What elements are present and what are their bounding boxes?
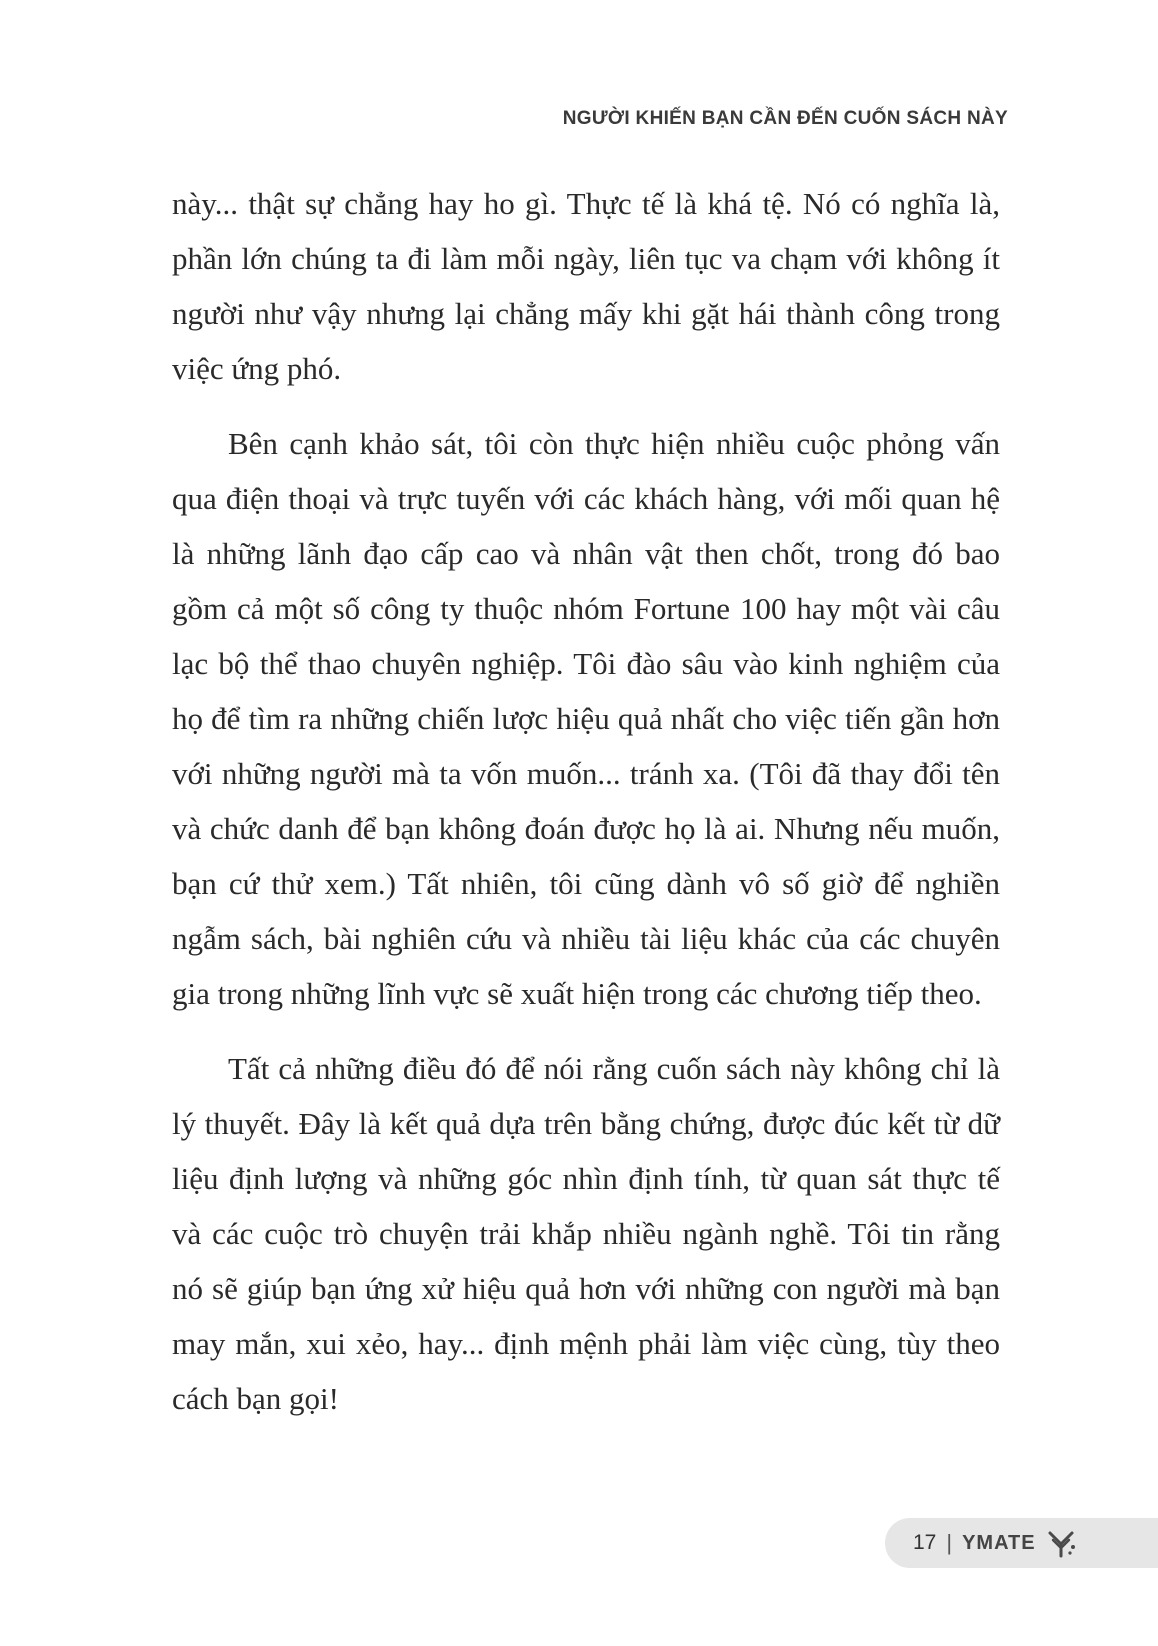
- paragraph-2: Bên cạnh khảo sát, tôi còn thực hiện nhiều cuộc phỏng vấn qua điện thoại và trực tuyến với các khách hàng, với mối quan hệ là những lãnh đạo cấp cao và nhân vật then chốt, trong đó bao gồm cả một số công ty thuộc nhóm Fortune 100 hay một vài câu lạc bộ thể thao chuyên nghiệp. Tôi đào sâu vào kinh nghiệm của họ để tìm ra những chiến lược hiệu quả nhất cho việc tiến gần hơn với những người mà ta vốn muốn... tránh xa. (Tôi đã thay đổi tên và chức danh để bạn không đoán được họ là ai. Nhưng nếu muốn, bạn cứ thử xem.) Tất nhiên, tôi cũng dành vô số giờ để nghiền ngẫm sách, bài nghiên cứu và nhiều tài liệu khác của các chuyên gia trong những lĩnh vực sẽ xuất hiện trong các chương tiếp theo.: [172, 426, 1000, 1011]
- footer-divider: |: [946, 1530, 953, 1555]
- body-text: [172, 176, 1000, 1446]
- paragraph-3: Tất cả những điều đó để nói rằng cuốn sách này không chỉ là lý thuyết. Đây là kết quả dựa trên bằng chứng, được đúc kết từ dữ liệu định lượng và những góc nhìn định tính, từ quan sát thực tế và các cuộc trò chuyện trải khắp nhiều ngành nghề. Tôi tin rằng nó sẽ giúp bạn ứng xử hiệu quả hơn với những con người mà bạn may mắn, xui xẻo, hay... định mệnh phải làm việc cùng, tùy theo cách bạn gọi!: [172, 1051, 1000, 1416]
- brand-name: YMATE: [962, 1531, 1036, 1554]
- ymate-logo-icon: [1046, 1528, 1076, 1558]
- paragraph-1: này... thật sự chẳng hay ho gì. Thực tế là khá tệ. Nó có nghĩa là, phần lớn chúng ta đi làm mỗi ngày, liên tục va chạm với không ít người như vậy nhưng lại chẳng mấy khi gặt hái thành công trong việc ứng phó.: [172, 186, 1000, 386]
- running-header: NGƯỜI KHIẾN BẠN CẦN ĐẾN CUỐN SÁCH NÀY: [562, 108, 1008, 129]
- page-number: 17: [913, 1531, 937, 1554]
- page-footer: [885, 1518, 1158, 1568]
